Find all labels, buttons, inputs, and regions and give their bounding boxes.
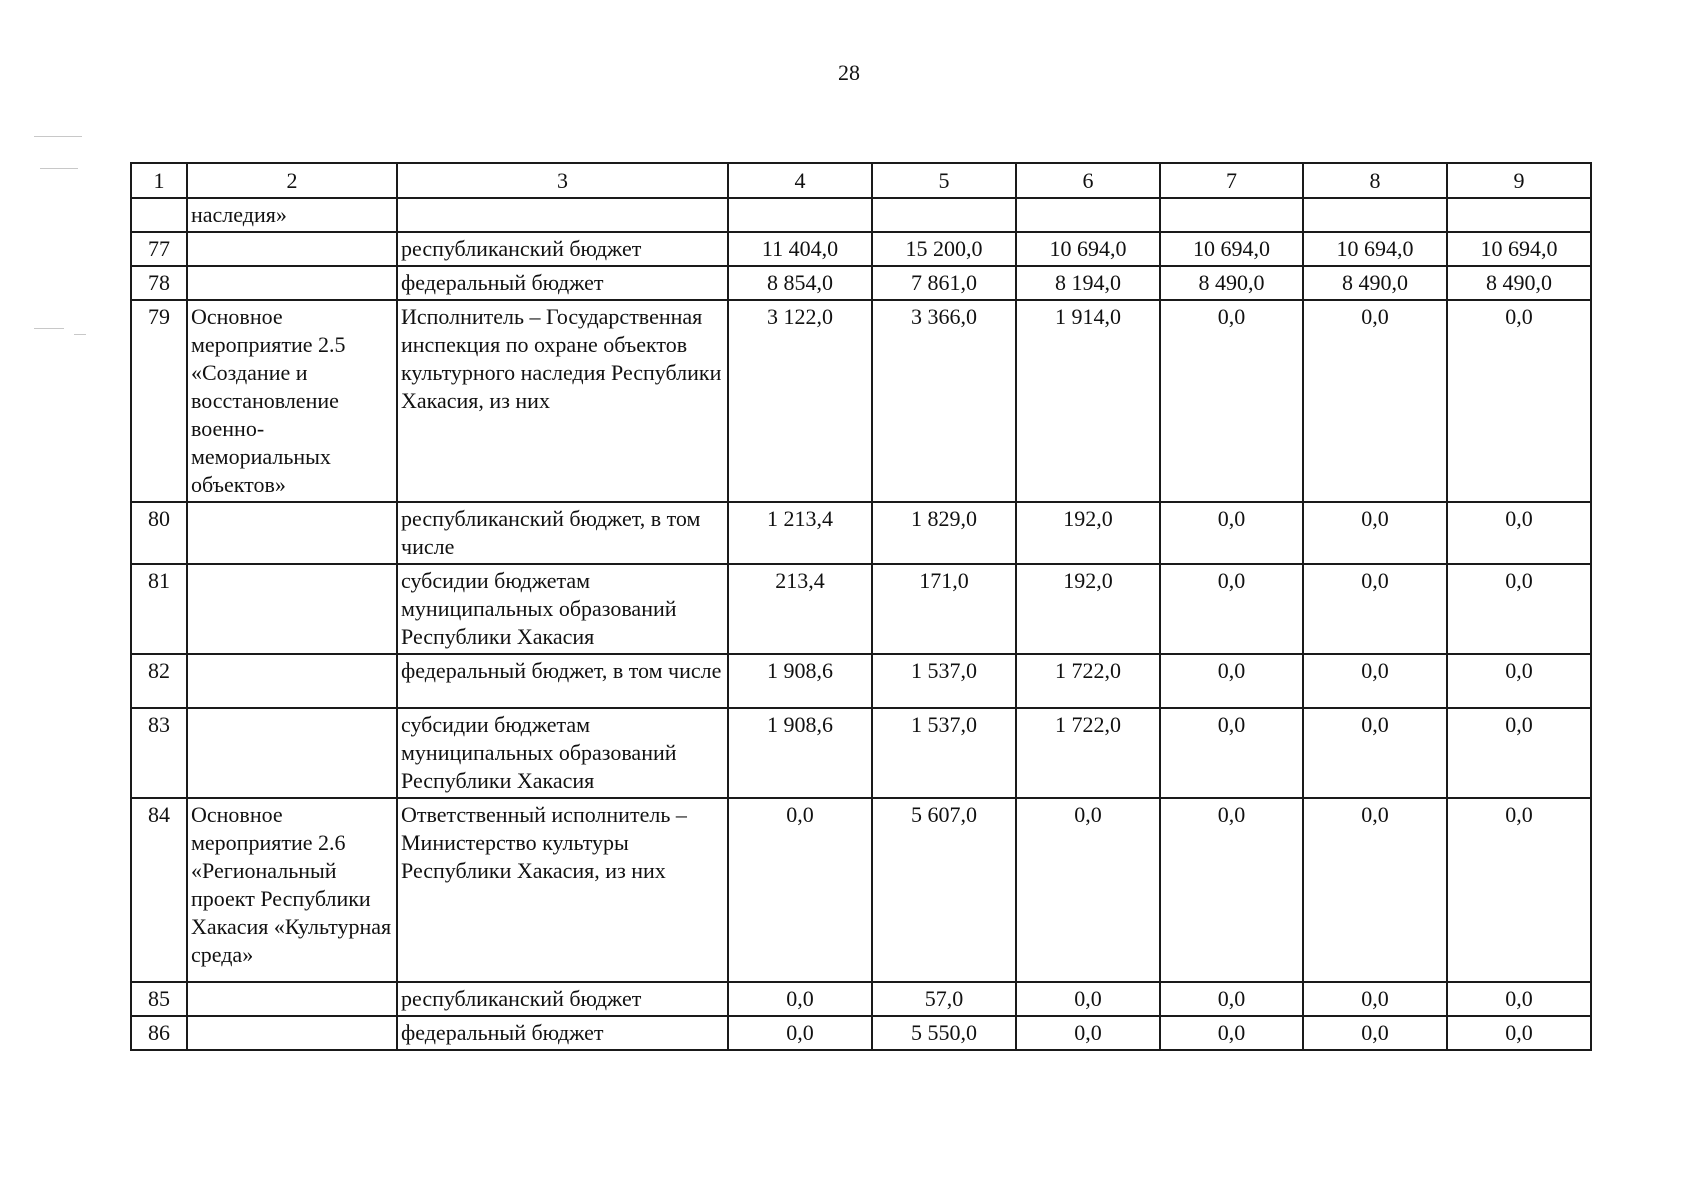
amount-value: 0,0 [1303, 798, 1447, 982]
column-header: 7 [1160, 163, 1303, 198]
amount-value: 5 550,0 [872, 1016, 1016, 1050]
amount-value: 0,0 [1160, 564, 1303, 654]
amount-value: 0,0 [1303, 982, 1447, 1016]
amount-value: 0,0 [1160, 300, 1303, 502]
activity-name [187, 564, 397, 654]
column-header: 6 [1016, 163, 1160, 198]
funding-source: субсидии бюджетам муниципальных образований Республики Хакасия [397, 564, 728, 654]
amount-value: 0,0 [1303, 708, 1447, 798]
amount-value [1447, 198, 1591, 232]
funding-source: Исполнитель – Государственная инспекция по охране объектов культурного наследия Республики Хакасия, из них [397, 300, 728, 502]
amount-value: 0,0 [1447, 982, 1591, 1016]
amount-value: 8 490,0 [1303, 266, 1447, 300]
activity-name [187, 502, 397, 564]
scan-artifacts [34, 128, 94, 348]
activity-name [187, 266, 397, 300]
amount-value: 0,0 [1303, 564, 1447, 654]
row-number: 83 [131, 708, 187, 798]
row-number: 82 [131, 654, 187, 708]
amount-value: 0,0 [1160, 502, 1303, 564]
funding-source: субсидии бюджетам муниципальных образований Республики Хакасия [397, 708, 728, 798]
amount-value: 10 694,0 [1447, 232, 1591, 266]
amount-value: 0,0 [1016, 982, 1160, 1016]
activity-name: Основное мероприятие 2.5 «Создание и восстановление военно-мемориальных объектов» [187, 300, 397, 502]
amount-value: 0,0 [1447, 654, 1591, 708]
table-row [131, 502, 1591, 564]
funding-source: федеральный бюджет [397, 1016, 728, 1050]
page-number: 28 [838, 60, 860, 85]
amount-value: 0,0 [1160, 1016, 1303, 1050]
amount-value: 10 694,0 [1303, 232, 1447, 266]
amount-value: 0,0 [1160, 708, 1303, 798]
amount-value: 1 829,0 [872, 502, 1016, 564]
table-row [131, 564, 1591, 654]
amount-value: 0,0 [1160, 982, 1303, 1016]
amount-value: 171,0 [872, 564, 1016, 654]
amount-value [1160, 198, 1303, 232]
amount-value: 0,0 [1303, 654, 1447, 708]
table-row [131, 708, 1591, 798]
amount-value: 0,0 [1447, 1016, 1591, 1050]
amount-value [1016, 198, 1160, 232]
amount-value: 0,0 [1016, 1016, 1160, 1050]
funding-source: федеральный бюджет, в том числе [397, 654, 728, 708]
row-number: 84 [131, 798, 187, 982]
amount-value: 15 200,0 [872, 232, 1016, 266]
funding-source [397, 198, 728, 232]
table-row [131, 232, 1591, 266]
column-header: 1 [131, 163, 187, 198]
amount-value: 11 404,0 [728, 232, 872, 266]
amount-value: 1 908,6 [728, 654, 872, 708]
amount-value: 1 722,0 [1016, 654, 1160, 708]
budget-table [130, 162, 1592, 1051]
amount-value: 0,0 [728, 1016, 872, 1050]
table-row [131, 198, 1591, 232]
amount-value: 0,0 [1447, 798, 1591, 982]
amount-value: 3 122,0 [728, 300, 872, 502]
amount-value: 0,0 [728, 798, 872, 982]
column-header: 4 [728, 163, 872, 198]
amount-value: 8 194,0 [1016, 266, 1160, 300]
activity-name [187, 708, 397, 798]
amount-value: 192,0 [1016, 502, 1160, 564]
activity-name [187, 232, 397, 266]
amount-value: 57,0 [872, 982, 1016, 1016]
column-header: 3 [397, 163, 728, 198]
amount-value [728, 198, 872, 232]
row-number: 86 [131, 1016, 187, 1050]
column-header: 8 [1303, 163, 1447, 198]
column-header: 5 [872, 163, 1016, 198]
amount-value: 1 213,4 [728, 502, 872, 564]
funding-source: республиканский бюджет [397, 232, 728, 266]
table-row [131, 266, 1591, 300]
amount-value: 1 537,0 [872, 654, 1016, 708]
amount-value: 8 490,0 [1447, 266, 1591, 300]
amount-value: 10 694,0 [1016, 232, 1160, 266]
row-number: 80 [131, 502, 187, 564]
funding-source: федеральный бюджет [397, 266, 728, 300]
amount-value: 0,0 [728, 982, 872, 1016]
amount-value: 8 490,0 [1160, 266, 1303, 300]
amount-value: 1 722,0 [1016, 708, 1160, 798]
amount-value: 1 914,0 [1016, 300, 1160, 502]
row-number: 77 [131, 232, 187, 266]
amount-value: 213,4 [728, 564, 872, 654]
amount-value: 0,0 [1447, 300, 1591, 502]
activity-name: Основное мероприятие 2.6 «Региональный проект Республики Хакасия «Культурная среда» [187, 798, 397, 982]
row-number: 85 [131, 982, 187, 1016]
table-body [131, 163, 1591, 1050]
amount-value: 0,0 [1160, 798, 1303, 982]
amount-value: 3 366,0 [872, 300, 1016, 502]
amount-value: 10 694,0 [1160, 232, 1303, 266]
table-row [131, 654, 1591, 708]
table-row [131, 798, 1591, 982]
activity-name [187, 1016, 397, 1050]
amount-value: 0,0 [1160, 654, 1303, 708]
row-number [131, 198, 187, 232]
row-number: 81 [131, 564, 187, 654]
amount-value [1303, 198, 1447, 232]
activity-name [187, 982, 397, 1016]
amount-value: 1 537,0 [872, 708, 1016, 798]
amount-value: 0,0 [1447, 708, 1591, 798]
funding-source: республиканский бюджет [397, 982, 728, 1016]
funding-source: Ответственный исполнитель – Министерство культуры Республики Хакасия, из них [397, 798, 728, 982]
amount-value: 1 908,6 [728, 708, 872, 798]
column-header: 9 [1447, 163, 1591, 198]
row-number: 79 [131, 300, 187, 502]
table-row [131, 300, 1591, 502]
amount-value: 0,0 [1303, 1016, 1447, 1050]
column-number-header-row [131, 163, 1591, 198]
amount-value: 5 607,0 [872, 798, 1016, 982]
column-header: 2 [187, 163, 397, 198]
table-row [131, 982, 1591, 1016]
amount-value: 8 854,0 [728, 266, 872, 300]
table-row [131, 1016, 1591, 1050]
amount-value: 0,0 [1303, 502, 1447, 564]
funding-source: республиканский бюджет, в том числе [397, 502, 728, 564]
amount-value: 7 861,0 [872, 266, 1016, 300]
amount-value: 0,0 [1447, 502, 1591, 564]
amount-value: 0,0 [1447, 564, 1591, 654]
activity-name: наследия» [187, 198, 397, 232]
activity-name [187, 654, 397, 708]
amount-value: 192,0 [1016, 564, 1160, 654]
amount-value [872, 198, 1016, 232]
amount-value: 0,0 [1016, 798, 1160, 982]
amount-value: 0,0 [1303, 300, 1447, 502]
row-number: 78 [131, 266, 187, 300]
